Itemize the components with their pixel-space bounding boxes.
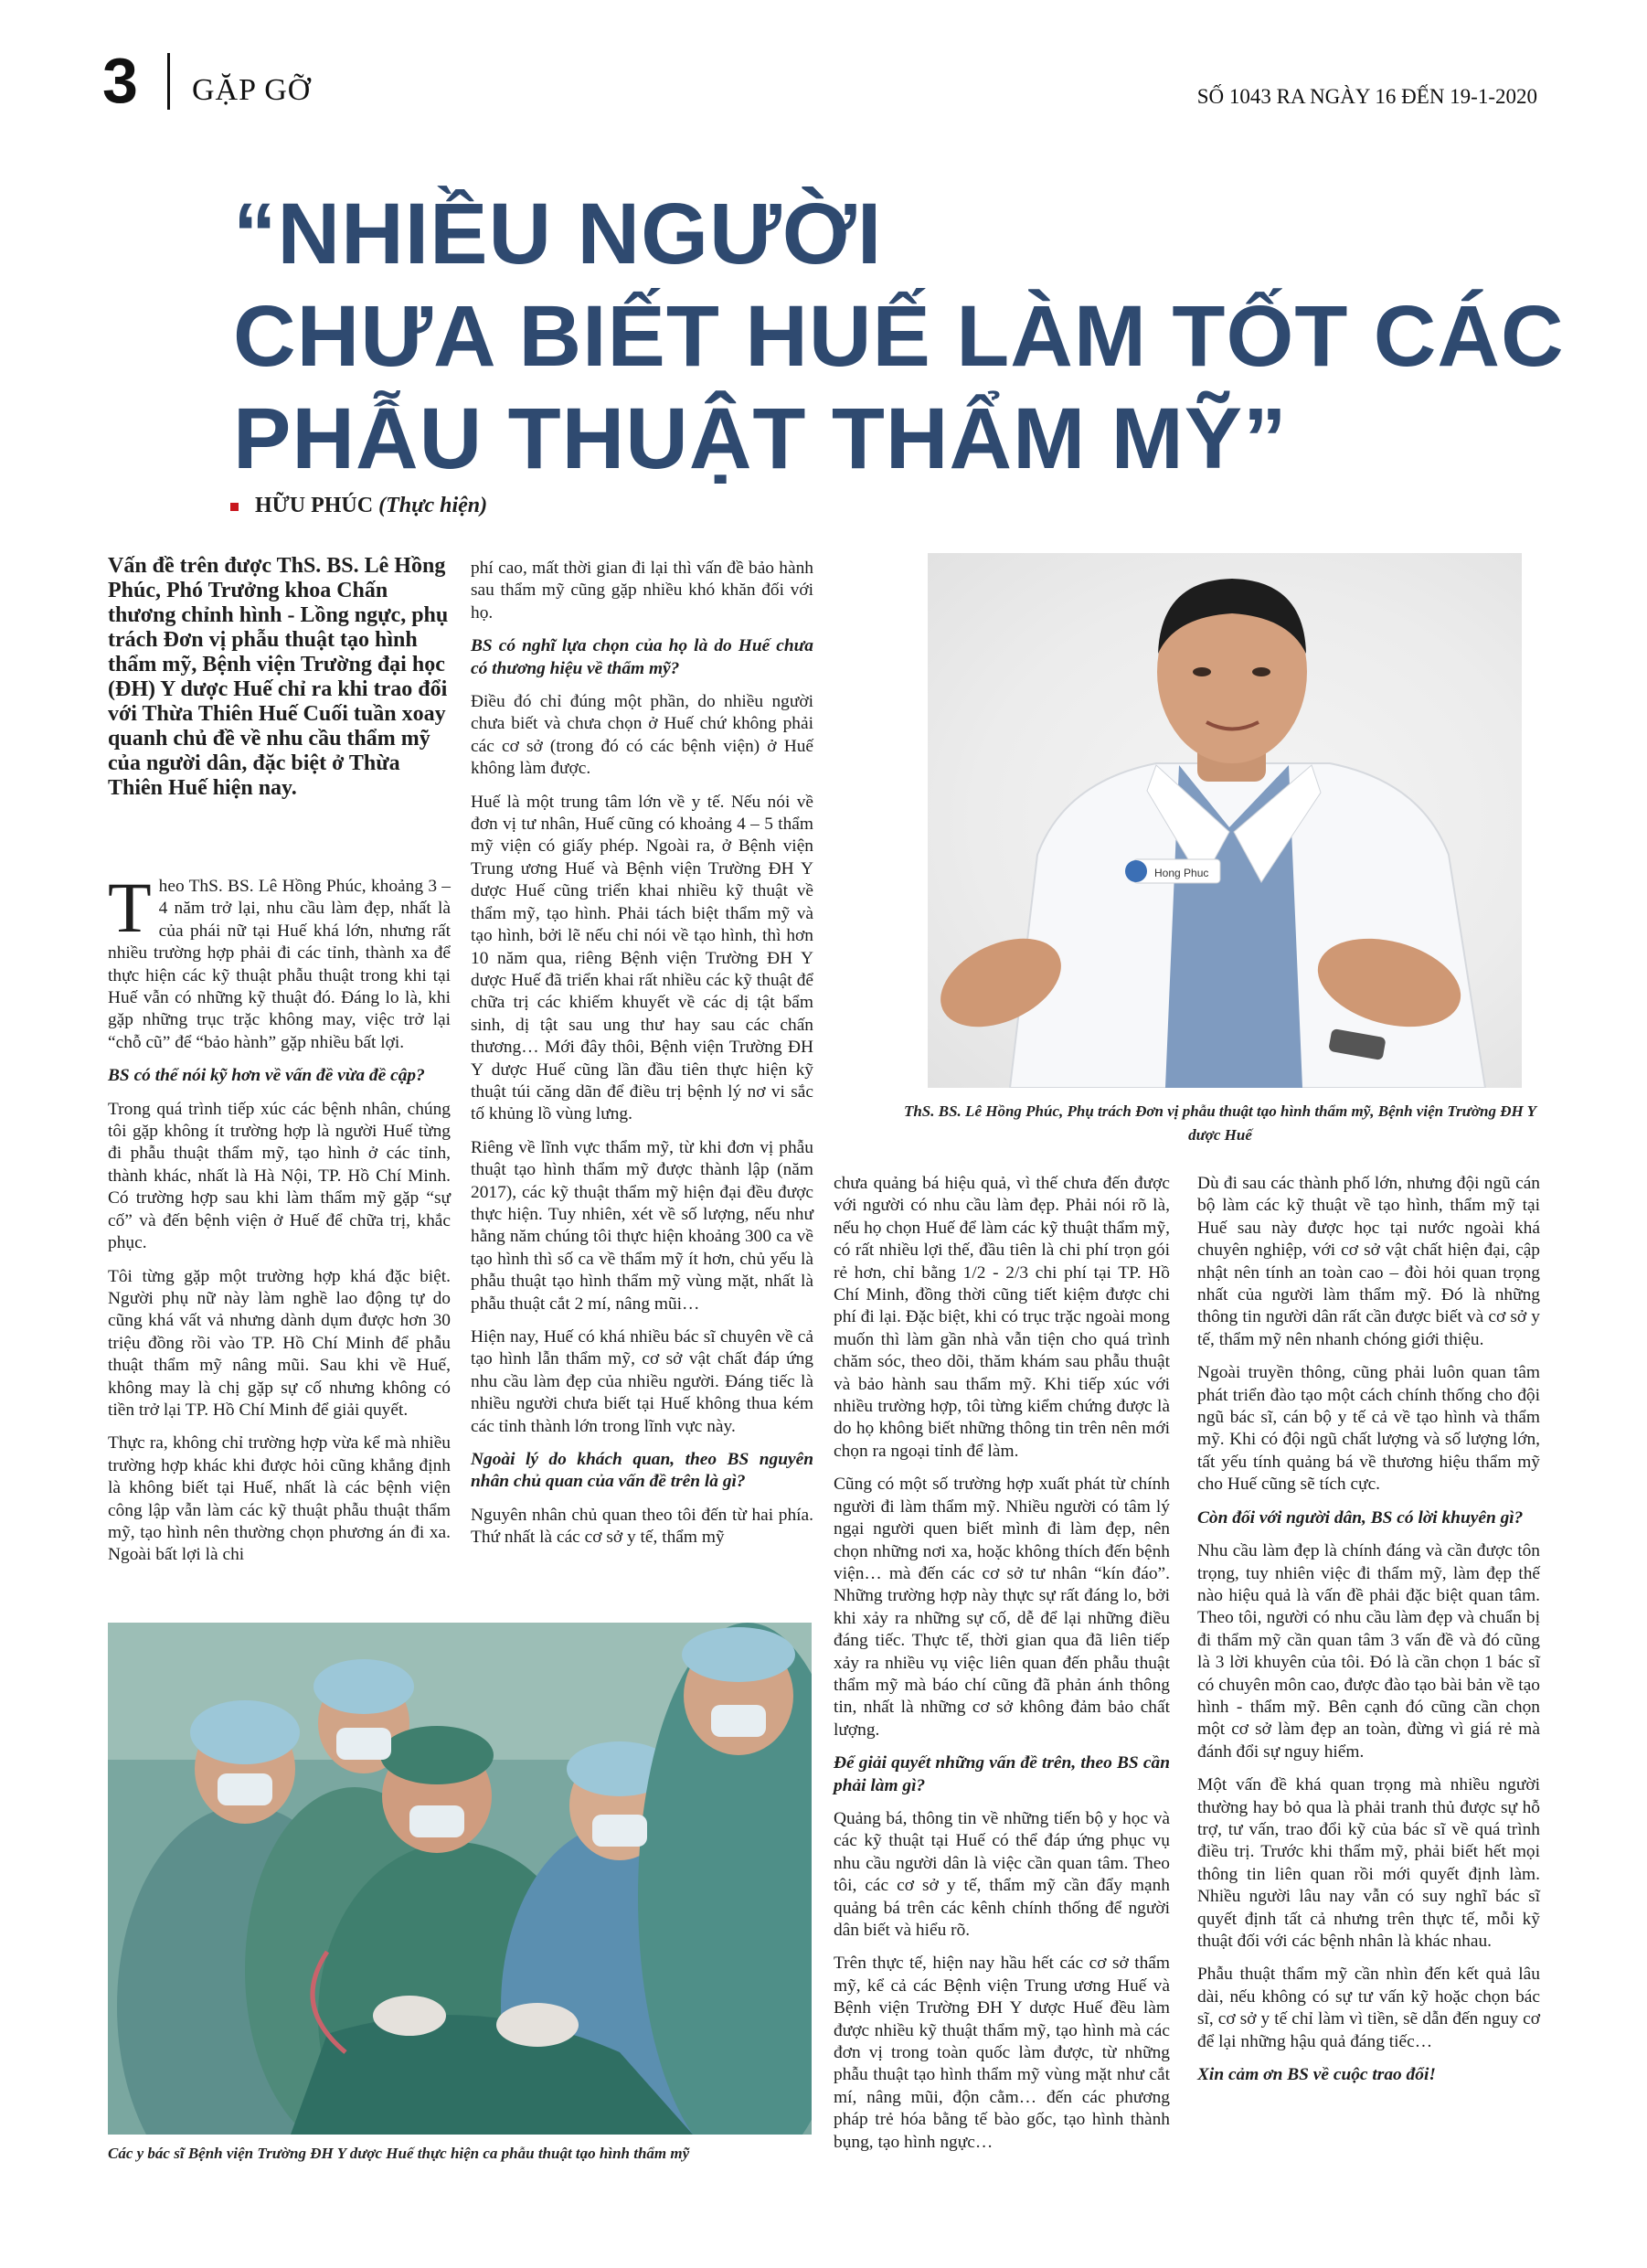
paragraph: Cũng có một số trường hợp xuất phát từ chính người đi làm thẩm mỹ. Nhiều người có tâm lý ngại người quen biết mình đi làm đẹp, nên chọn những nơi xa, hoặc không thích đến bệnh viện… mà đến các cơ sở tư nhân “kín đáo”. Những trường hợp này thực sự rất đáng lo, bởi khi xảy ra những sự cố, dễ để lại những điều đáng tiếc. Thực tế, thời gian qua đã liên tiếp xảy ra nhiều vụ việc liên quan đến phẫu thuật thẩm mỹ mà báo chí cũng đã phản ánh thông tin, nhất là những cơ sở không đảm bảo chất lượng. [834, 1475, 1170, 1740]
paragraph: Tôi từng gặp một trường hợp khá đặc biệt. Người phụ nữ này làm nghề lao động tự do cũng khá vất vả nhưng dành dụm được hơn 30 triệu đồng rồi vào TP. Hồ Chí Minh để phẫu thuật thẩm mỹ nâng mũi. Sau khi về Huế, không may là chị gặp sự cố nhưng không có tiền trở lại TP. Hồ Chí Minh để giải quyết. [108, 1266, 451, 1420]
paragraph: Ngoài truyền thông, cũng phải luôn quan tâm phát triển đào tạo một cách chính thống cho đội ngũ bác sĩ, cán bộ y tế cả về tạo hình và thẩm mỹ. Khi có đội ngũ chất lượng và số lượng lớn, tất yếu tính quảng bá về thương hiệu thẩm mỹ cho Huế cũng sẽ tích cực. [1197, 1363, 1540, 1495]
paragraph: Quảng bá, thông tin về những tiến bộ y học và các kỹ thuật tại Huế có thể đáp ứng phục vụ nhu cầu người dân là việc cần quan tâm. Theo tôi, các cơ sở y tế, thẩm mỹ cần đẩy mạnh quảng bá trên các kênh chính thống để người dân biết và hiểu rõ. [834, 1808, 1170, 1940]
paragraph: phí cao, mất thời gian đi lại thì vấn đề bảo hành sau thẩm mỹ cũng gặp nhiều khó khăn đối với họ. [471, 559, 813, 623]
headline-line-1: “NHIỀU NGƯỜI [233, 186, 883, 282]
headline-line-2: CHƯA BIẾT HUẾ LÀM TỐT CÁC [233, 288, 1565, 385]
paragraph: Điều đó chỉ đúng một phần, do nhiều người chưa biết và chưa chọn ở Huế chứ không phải các cơ sở (trong đó có các bệnh viện) ở Huế không làm được. [471, 692, 813, 779]
byline [230, 494, 487, 518]
paragraph: Riêng về lĩnh vực thẩm mỹ, từ khi đơn vị phẫu thuật tạo hình thẩm mỹ được thành lập (năm 2017), các kỹ thuật thẩm mỹ hiện đại đều được thực hiện. Tuy nhiên, xét về số lượng, nếu như hằng năm chúng tôi thực hiện khoảng 300 ca về tạo hình thì số ca về thẩm mỹ ít hơn, chủ yếu là phẫu thuật tạo hình thẩm mỹ vùng mặt, nhất là phẫu thuật cắt 2 mí, nâng mũi… [471, 1137, 813, 1314]
column-2 [471, 558, 813, 1560]
interview-question: Còn đối với người dân, BS có lời khuyên gì? [1197, 1507, 1524, 1528]
paragraph: Thực ra, không chỉ trường hợp vừa kể mà nhiều trường hợp khác khi được hỏi cũng khẳng định là không biết tại Huế, nhất là các bệnh viện công lập vẫn làm các kỹ thuật phẫu thuật thẩm mỹ, tạo hình nên thường chọn phương án đi xa. Ngoài bất lợi là chi [108, 1433, 451, 1565]
interview-question: BS có nghĩ lựa chọn của họ là do Huế chưa có thương hiệu về thẩm mỹ? [471, 636, 813, 678]
interview-question: Để giải quyết những vấn đề trên, theo BS cần phải làm gì? [834, 1753, 1170, 1795]
paragraph: Trên thực tế, hiện nay hầu hết các cơ sở thẩm mỹ, kể cả các Bệnh viện Trung ương Huế và Bệnh viện Trường ĐH Y dược Huế đều làm được nhiều kỹ thuật thẩm mỹ, tạo hình mà các đơn vị trong toàn quốc làm được, từ những phẫu thuật tạo hình thẩm mỹ vùng mặt như cắt mí, nâng mũi, độn cằm… đến các phương pháp trẻ hóa bằng tế bào gốc, tạo hình thành bụng, tạo hình ngực… [834, 1954, 1170, 2152]
lede: Vấn đề trên được ThS. BS. Lê Hồng Phúc, Phó Trưởng khoa Chấn thương chỉnh hình - Lồng ngực, phụ trách Đơn vị phẫu thuật tạo hình thẩm mỹ, Bệnh viện Trường đại học (ĐH) Y dược Huế chỉ ra khi trao đổi với Thừa Thiên Huế Cuối tuần xoay quanh chủ đề về nhu cầu thẩm mỹ của người dân, đặc biệt ở Thừa Thiên Huế hiện nay. [108, 554, 449, 800]
paragraph: Trong quá trình tiếp xúc các bệnh nhân, chúng tôi gặp không ít trường hợp là người Huế từng đi phẫu thuật thẩm mỹ, tạo hình ở các tỉnh, thành khác, nhất là Hà Nội, TP. Hồ Chí Minh. Có trường hợp sau khi làm thẩm mỹ gặp “sự cố” và đến bệnh viện ở Huế để chữa trị, khắc phục. [108, 1099, 451, 1253]
portrait-illustration [928, 553, 1522, 1088]
issue-date: SỐ 1043 RA NGÀY 16 ĐẾN 19-1-2020 [1196, 85, 1537, 108]
column-1 [108, 868, 451, 1578]
byline-bullet-icon [230, 503, 239, 511]
portrait-badge-text: Hong Phuc [1154, 867, 1209, 879]
paragraph: Nhu cầu làm đẹp là chính đáng và cần được tôn trọng, tuy nhiên việc đi thẩm mỹ, làm đẹp thế nào hiệu quả là vấn đề phải đặc biệt quan tâm. Theo tôi, người có nhu cầu làm đẹp và chuẩn bị đi thẩm mỹ cần quan tâm 3 vấn đề và đó cũng là 3 lời khuyên của tôi. Đó là cần chọn 1 bác sĩ có chuyên môn cao, được đào tạo bài bản về tạo hình - thẩm mỹ. Bên cạnh đó cũng cần chọn một cơ sở làm đẹp an toàn, đừng vì giá rẻ mà đánh đổi sự nguy hiểm. [1197, 1541, 1540, 1762]
byline-author: HỮU PHÚC [255, 494, 374, 517]
paragraph: Huế là một trung tâm lớn về y tế. Nếu nói về đơn vị tư nhân, Huế cũng có khoảng 4 – 5 thẩm mỹ viện có giấy phép. Ngoài ra, ở Bệnh viện Trung ương Huế và Bệnh viện Trường ĐH Y dược Huế cũng triển khai nhiều kỹ thuật về thẩm mỹ, tạo hình. Phải tách biệt thẩm mỹ và tạo hình, bởi lẽ nếu chỉ nói về tạo hình, thì hơn 10 năm qua, riêng Bệnh viện Trường ĐH Y dược Huế đã triển khai rất nhiều các kỹ thuật để chữa trị các khiếm khuyết về các dị tật bẩm sinh, dị tật sau ung thư hay sau các chấn thương… Mới đây thôi, Bệnh viện Trường ĐH Y dược Huế cũng lần đầu tiên thực hiện kỹ thuật túi căng dãn để điều trị bệnh lý nơ vi sắc tố khủng lồ vùng lưng. [471, 792, 813, 1124]
paragraph: Nguyên nhân chủ quan theo tôi đến từ hai phía. Thứ nhất là các cơ sở y tế, thẩm mỹ [471, 1505, 813, 1548]
section-label: GẶP GỠ [192, 73, 312, 107]
interview-question: Ngoài lý do khách quan, theo BS nguyên nhân chủ quan của vấn đề trên là gì? [471, 1450, 813, 1492]
column-4 [1197, 1173, 1540, 2097]
interview-question: BS có thể nói kỹ hơn về vấn đề vừa đề cập? [108, 1066, 425, 1086]
paragraph: Một vấn đề khá quan trọng mà nhiều người thường hay bỏ qua là phải tranh thủ được sự hỗ trợ, tư vấn, trao đổi kỹ của bác sĩ về quá trình điều trị. Trước khi thẩm mỹ, phải biết hết mọi thông tin liên quan rồi mới quyết định làm. Nhiều người lâu nay vẫn có suy nghĩ bác sĩ quyết định tất cả nhưng trên thực tế, mỗi kỹ thuật đối với các bệnh nhân là khác nhau. [1197, 1775, 1540, 1951]
paragraph: Phẫu thuật thẩm mỹ cần nhìn đến kết quả lâu dài, nếu không có sự tư vấn kỹ hoặc chọn bác sĩ, cơ sở y tế chỉ làm vì tiền, sẽ dẫn đến nguy cơ để lại những hậu quả đáng tiếc… [1197, 1965, 1540, 2051]
paragraph: Dù đi sau các thành phố lớn, nhưng đội ngũ cán bộ làm các kỹ thuật về tạo hình, thẩm mỹ tại Huế sau này được học tại nước ngoài khá chuyên nghiệp, với cơ sở vật chất hiện đại, cập nhật nên tính an toàn cao – đòi hỏi quan trọng nhất của người làm thẩm mỹ. Đó là những thông tin người dân rất cần được biết và cơ sở y tế, thẩm mỹ nên nhanh chóng giới thiệu. [1197, 1174, 1540, 1349]
drop-cap: T [108, 868, 152, 947]
byline-role: (Thực hiện) [378, 494, 488, 517]
headline-line-3: PHẪU THUẬT THẨM MỸ” [233, 390, 1288, 487]
paragraph [108, 868, 451, 1054]
header-divider [167, 53, 170, 110]
page-number: 3 [102, 45, 138, 116]
portrait-photo [928, 553, 1522, 1088]
surgery-photo [108, 1623, 812, 2135]
headline [233, 183, 1567, 490]
closing-line: Xin cảm ơn BS về cuộc trao đổi! [1197, 2065, 1436, 2085]
surgery-illustration [108, 1623, 812, 2135]
paragraph-text: heo ThS. BS. Lê Hồng Phúc, khoảng 3 – 4 năm trở lại, nhu cầu làm đẹp, nhất là của phái nữ tại Huế khá lớn, nhưng rất nhiều trường hợp phải đi các tỉnh, thành xa để thực hiện các kỹ thuật phẫu thuật trong khi tại Huế vẫn có những kỹ thuật đó. Đáng lo là, khi gặp những trục trặc không may, việc trở lại “chỗ cũ” để “bảo hành” gặp nhiều bất lợi. [108, 877, 451, 1052]
paragraph: Hiện nay, Huế có khá nhiều bác sĩ chuyên về cả tạo hình lẫn thẩm mỹ, cơ sở vật chất đáp ứng nhu cầu làm đẹp của nhiều người. Đáng tiếc là nhiều người chưa biết tại Huế không thua kém các tỉnh thành lớn trong lĩnh vực này. [471, 1327, 813, 1436]
column-3 [834, 1173, 1170, 2165]
surgery-caption: Các y bác sĩ Bệnh viện Trường ĐH Y dược Huế thực hiện ca phẫu thuật tạo hình thẩm mỹ [108, 2145, 690, 2162]
portrait-caption: ThS. BS. Lê Hồng Phúc, Phụ trách Đơn vị phẫu thuật tạo hình thẩm mỹ, Bệnh viện Trường ĐH Y dược Huế [903, 1102, 1537, 1144]
paragraph: chưa quảng bá hiệu quả, vì thế chưa đến được với người có nhu cầu làm đẹp. Phải nói rõ là, nếu họ chọn Huế để làm các kỹ thuật thẩm mỹ, có rất nhiều lợi thế, đầu tiên là chi phí trọn gói rẻ hơn, chỉ bằng 1/2 - 2/3 chi phí tại TP. Hồ Chí Minh, đồng thời cũng tiết kiệm được chi phí đi lại. Đặc biệt, khi có trục trặc ngoài mong muốn thì làm gần nhà vẫn tiện cho quá trình chăm sóc, theo dõi, thăm khám sau phẫu thuật và bảo hành sau thẩm mỹ. Khi tiếp xúc với nhiều trường hợp, tôi từng kiểm chứng được là do họ không biết những thông tin trên nên mới chọn ra ngoại tỉnh để làm. [834, 1174, 1170, 1461]
